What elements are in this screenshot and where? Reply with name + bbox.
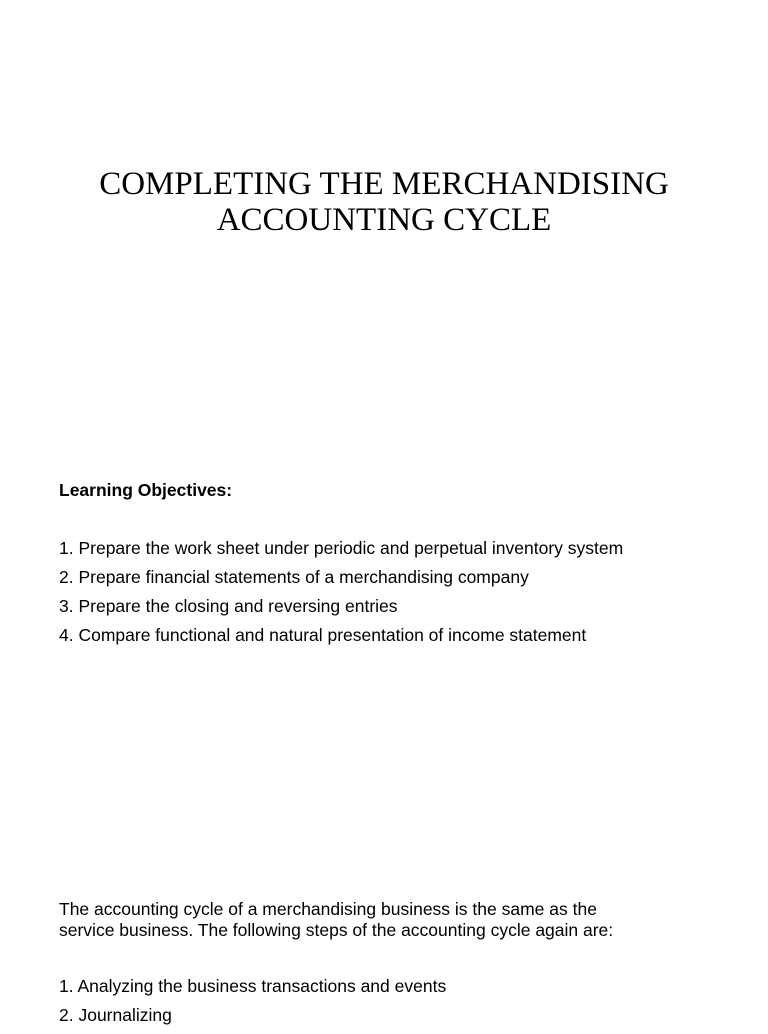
objective-item: 2. Prepare financial statements of a merchandising company [59, 567, 529, 587]
intro-line-1: The accounting cycle of a merchandising business is the same as the [59, 899, 597, 919]
learning-objectives-list [59, 538, 623, 654]
intro-paragraph [59, 899, 699, 941]
document-title [0, 166, 768, 238]
title-line-2: ACCOUNTING CYCLE [216, 202, 552, 238]
objective-item: 4. Compare functional and natural presentation of income statement [59, 625, 587, 645]
intro-line-2: service business. The following steps of the accounting cycle again are: [59, 920, 614, 940]
step-item: 1. Analyzing the business transactions and events [59, 976, 447, 996]
title-line-1: COMPLETING THE MERCHANDISING [99, 166, 669, 202]
learning-objectives-heading: Learning Objectives: [59, 480, 233, 500]
objective-item: 1. Prepare the work sheet under periodic and perpetual inventory system [59, 538, 624, 558]
objective-item: 3. Prepare the closing and reversing entries [59, 596, 398, 616]
accounting-steps-list [59, 976, 446, 1034]
step-item: 2. Journalizing [59, 1005, 172, 1025]
